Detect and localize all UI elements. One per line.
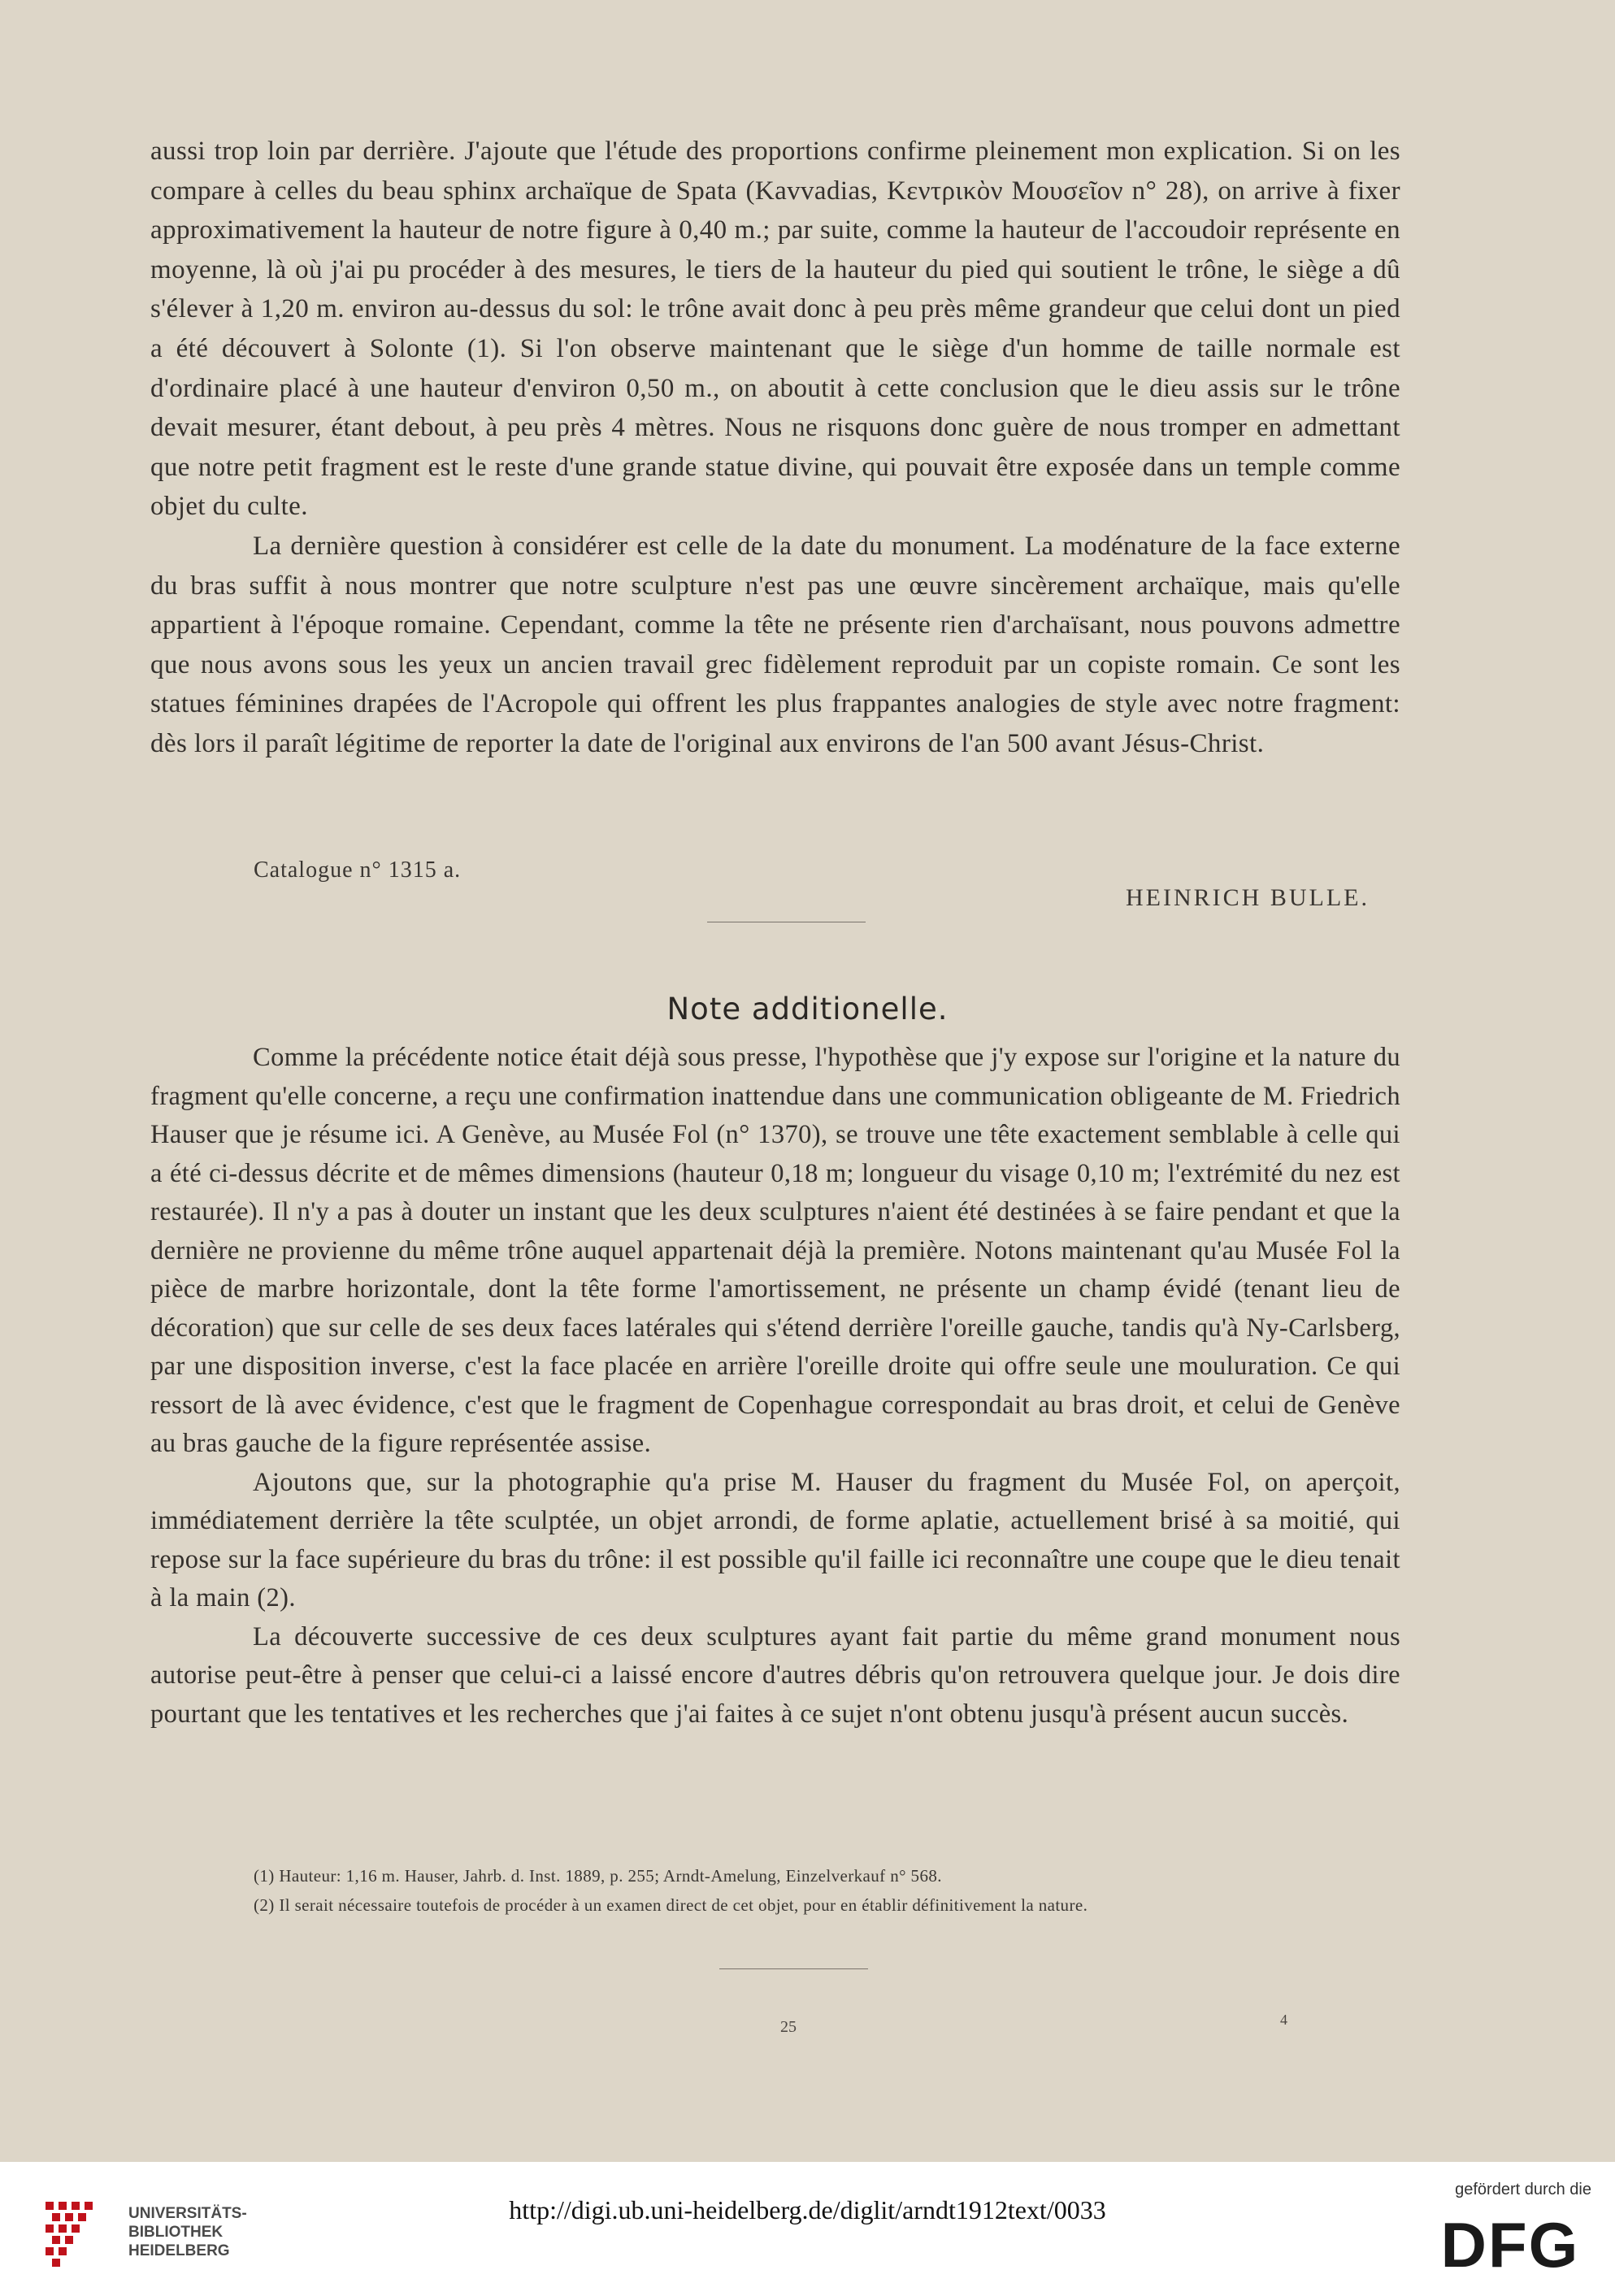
note-paragraph-1: Comme la précédente notice était déjà sous presse, l'hypothèse que j'y expose sur l'origine et la nature du fragment qu'elle concerne, a reçu une confirmation inattendue dans une communication obligeante de M. Friedrich Hauser que je résume ici. A Genève, au Musée Fol (n° 1370), se trouve une tête exactement semblable à celle qui a été ci-dessus décrite et de mêmes dimensions (hauteur 0,18 m; longueur du visage 0,10 m; l'extrémité du nez est restaurée). Il n'y a pas à douter un instant que les deux sculptures n'aient été destinées à se faire pendant et que la dernière ne provienne du même trône auquel appartenait déjà la première. Notons maintenant qu'au Musée Fol la pièce de marbre horizontale, dont la tête forme l'amortissement, ne présente un champ évidé (tenant lieu de décoration) que sur celle de ses deux faces latérales qui s'étend derrière l'oreille gauche, tandis qu'à Ny-Carlsberg, par une disposition inverse, c'est la face placée en arrière l'oreille droite qui offre seule une mouluration. Ce qui ressort de là avec évidence, c'est que le fragment de Copenhague correspondait au bras droit, et celui de Genève au bras gauche de la figure représentée assise. bbox=[150, 1043, 1400, 1458]
note-paragraph-3: La découverte successive de ces deux sculptures ayant fait partie du même grand monument nous autorise peut-être à penser que celui-ci a laissé encore d'autres débris qu'on retrouvera quelque jour. Je dois dire pourtant que les tentatives et les recherches que j'ai faites à ce sujet n'ont obtenu jusqu'à présent aucun succès. bbox=[150, 1621, 1400, 1729]
dfg-logo-text: DFG bbox=[1440, 2216, 1580, 2274]
body-text-note bbox=[150, 1039, 1400, 1734]
library-name-line: HEIDELBERG bbox=[128, 2242, 230, 2259]
paragraph-proportions: aussi trop loin par derrière. J'ajoute que l'étude des proportions confirme pleinement mon explication. Si on les compare à celles du beau sphinx archaïque de Spata (Kavvadias, Κεντρικὸν Μουσεῖον n° 28), on arrive à fixer approximativement la hauteur de notre figure à 0,40 m.; par suite, comme la hauteur de l'accoudoir représente en moyenne, là où j'ai pu procéder à des mesures, le tiers de la hauteur du pied qui soutient le trône, le siège a dû s'élever à 1,20 m. environ au-dessus du sol: le trône avait donc à peu près même grandeur que celui dont un pied a été découvert à Solonte (1). Si l'on observe maintenant que le siège d'un homme de taille normale est d'ordinaire placé à une hauteur d'environ 0,50 m., on aboutit à cette conclusion que le dieu assis sur le trône devait mesurer, étant debout, à peu près 4 mètres. Nous ne risquons donc guère de nous tromper en admettant que notre petit fragment est le reste d'une grande statue divine, qui pouvait être exposée dans un temple comme objet du culte. bbox=[150, 137, 1400, 522]
note-paragraph-2: Ajoutons que, sur la photographie qu'a prise M. Hauser du fragment du Musée Fol, on aperçoit, immédiatement derrière la tête sculptée, un objet arrondi, de forme aplatie, actuellement brisé à sa moitié, qui repose sur la face supérieure du bras du trône: il est possible qu'il faille ici reconnaître une coupe que le dieu tenait à la main (2). bbox=[150, 1467, 1400, 1612]
footnote-2: (2) Il serait nécessaire toutefois de procéder à un examen direct de cet objet, pour en établir définitivement la nature. bbox=[254, 1895, 1088, 1915]
library-name-line: UNIVERSITÄTS- bbox=[128, 2205, 247, 2222]
permalink-url[interactable]: http://digi.ub.uni-heidelberg.de/diglit/arndt1912text/0033 bbox=[509, 2195, 1106, 2224]
catalogue-reference: Catalogue n° 1315 a. bbox=[254, 857, 462, 883]
funder-label: gefördert durch die bbox=[1455, 2181, 1591, 2198]
page-number: 25 bbox=[780, 2018, 797, 2036]
section-title: Note additionelle. bbox=[666, 992, 949, 1026]
footnote-1: (1) Hauteur: 1,16 m. Hauser, Jahrb. d. Inst. 1889, p. 255; Arndt-Amelung, Einzelverkauf n° 568. bbox=[254, 1866, 942, 1886]
footnotes bbox=[254, 1861, 1408, 1920]
library-name-line: BIBLIOTHEK bbox=[128, 2224, 224, 2241]
paragraph-date: La dernière question à considérer est celle de la date du monument. La modénature de la face externe du bras suffit à nous montrer que notre sculpture n'est pas une œuvre sincèrement archaïque, mais qu'elle appartient à l'époque romaine. Cependant, comme la tête ne présente rien d'archaïsant, nous pouvons admettre que nous avons sous les yeux un ancien travail grec fidèlement reproduit par un copiste romain. Ce sont les statues féminines drapées de l'Acropole qui offrent les plus frappantes analogies de style avec notre fragment: dès lors il paraît légitime de reporter la date de l'original aux environs de l'an 500 avant Jésus-Christ. bbox=[150, 531, 1400, 758]
signature-mark: 4 bbox=[1280, 2012, 1287, 2028]
end-divider bbox=[719, 1968, 868, 1969]
viewer-footer bbox=[0, 2162, 1615, 2296]
body-text-top bbox=[150, 132, 1400, 764]
author-signature: HEINRICH BULLE. bbox=[1126, 884, 1370, 911]
